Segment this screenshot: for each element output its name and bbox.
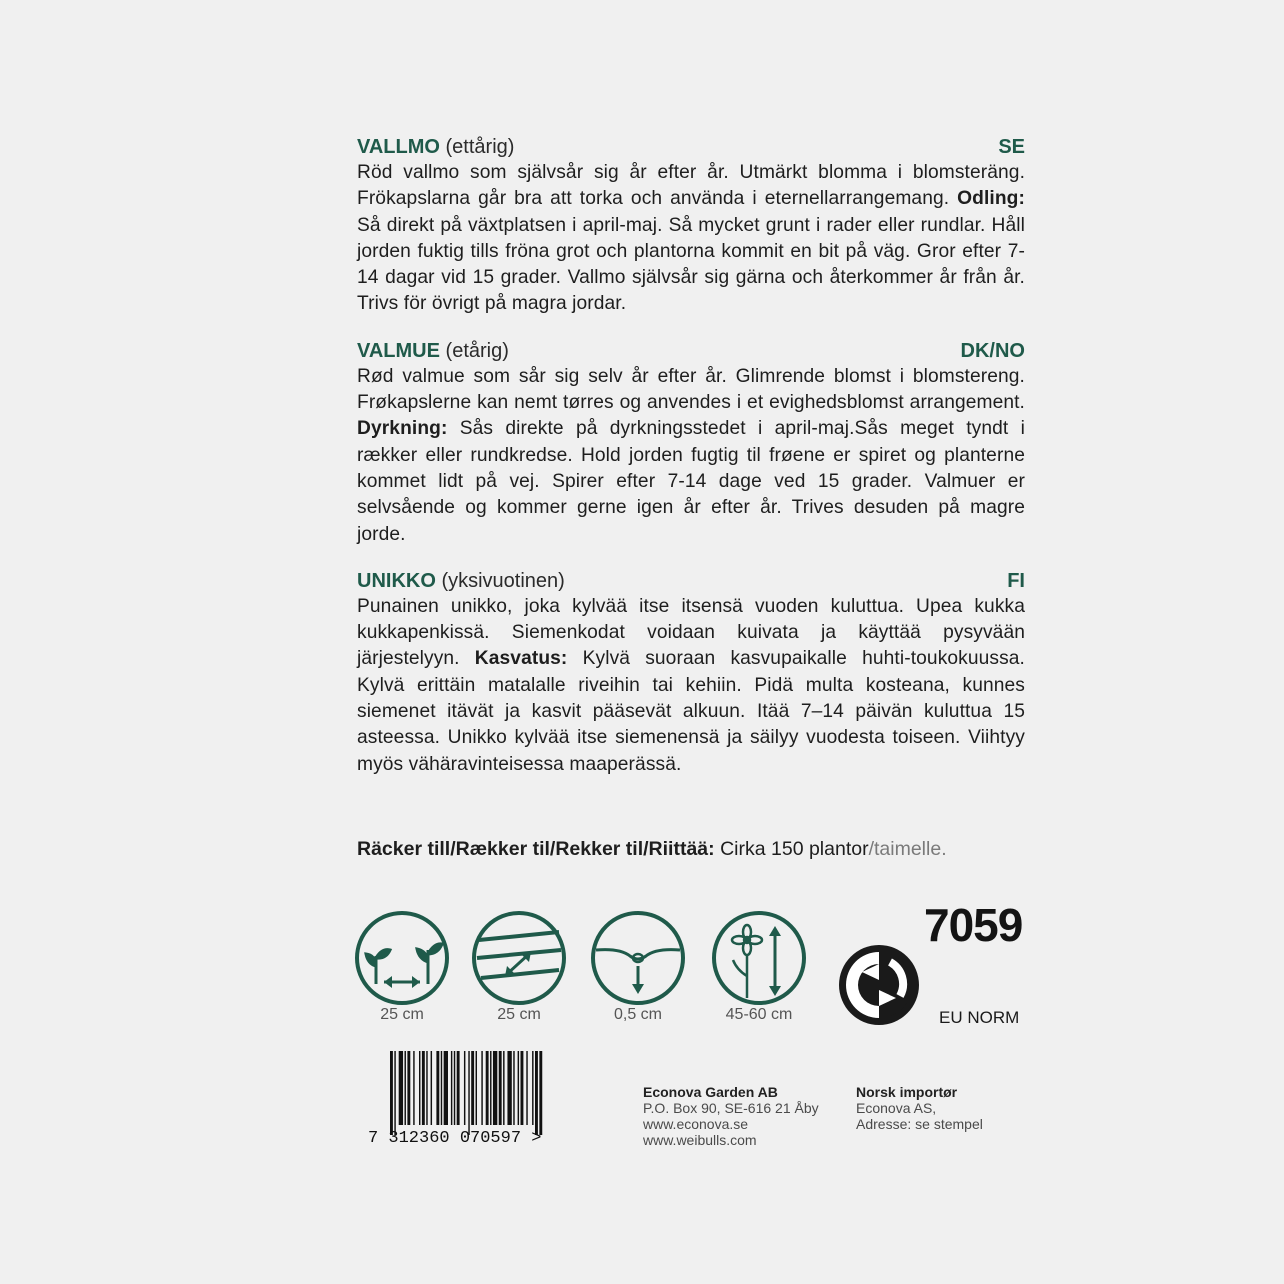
- barcode-bar: [476, 1051, 477, 1125]
- barcode-bar: [441, 1051, 442, 1125]
- barcode-bar: [539, 1051, 542, 1135]
- barcode-bar: [535, 1051, 538, 1135]
- barcode-bar: [521, 1051, 524, 1125]
- barcode-bar: [464, 1051, 465, 1125]
- barcode-bar: [390, 1051, 393, 1135]
- section-text: Punainen unikko, joka kylvää itse itsensä vuoden kuluttua. Upea kukka kukkapenkissä. Siemenkodat voidaan kuivata ja käyttää pysyvään järjestelyyn. Kasvatus: Kylvä suoraan kasvupaikalle huhti-toukokuussa. Kylvä erittäin matalalle riveihin tai kehiin. Pidä multa kosteana, kunnes siemenet itävät ja kasvit pääsevät alkuun. Itää 7–14 päivän kuluttua 15 asteessa. Unikko kylvää itse siemenensä ja säilyy vuodesta toiseen. Viihtyy myös vähäravinteisessa maaperässä.: [357, 595, 1025, 775]
- plant-spacing-icon: [354, 910, 450, 1006]
- icon-label: 25 cm: [497, 1006, 541, 1023]
- barcode-bar: [436, 1051, 439, 1125]
- plant-height-icon: [711, 910, 807, 1006]
- barcode-bar: [444, 1051, 448, 1125]
- icon-label: 25 cm: [380, 1006, 424, 1023]
- barcode-bar: [532, 1051, 533, 1125]
- barcode-number: 7 312360 070597 >: [368, 1129, 542, 1147]
- language-code: DK/NO: [960, 339, 1025, 362]
- eu-norm-label: EU NORM: [939, 1008, 1020, 1027]
- barcode: [368, 1051, 604, 1147]
- barcode-bar: [503, 1051, 504, 1125]
- barcode-bar: [394, 1051, 395, 1135]
- row-spacing-icon: [471, 910, 567, 1006]
- barcode-bar: [471, 1051, 474, 1125]
- section-title: UNIKKO (yksivuotinen): [357, 569, 565, 592]
- recycling-icon: [838, 944, 920, 1026]
- barcode-bar: [490, 1051, 491, 1125]
- icon-label: 0,5 cm: [613, 1006, 662, 1023]
- section-text: Rød valmue som sår sig selv år efter år. Glimrende blomst i blomstereng. Frøkapslerne kan nemt tørres og anvendes i et evighedsblomst arrangement. Dyrkning: Sås direkte på dyrkningsstedet i april-maj.Sås meget tyndt i rækker eller rundkredse. Hold jorden fugtig til frøene er spiret og planterne kommet lidt på vej. Spirer efter 7-14 dage ved 15 grader. Valmuer er selvsående og kommer gerne igen år efter år. Trives desuden på magre jorde.: [357, 365, 1025, 545]
- barcode-bar: [454, 1051, 455, 1125]
- section-label: Kasvatus:: [474, 648, 568, 670]
- importer-address: Norsk importør Econova AS, Adresse: se stempel: [856, 1084, 983, 1132]
- language-code: FI: [1007, 569, 1025, 592]
- section-se: [357, 134, 1025, 318]
- barcode-bar: [422, 1051, 425, 1125]
- product-number: 7059: [924, 899, 1023, 951]
- barcode-bar: [518, 1051, 519, 1125]
- section-title: VALMUE (etårig): [357, 339, 509, 362]
- barcode-bar: [526, 1051, 527, 1125]
- barcode-bar: [499, 1051, 502, 1125]
- barcode-bar: [419, 1051, 420, 1125]
- barcode-bar: [513, 1051, 514, 1125]
- barcode-bar: [399, 1051, 403, 1125]
- barcode-bar: [431, 1051, 432, 1125]
- language-code: SE: [998, 136, 1025, 158]
- sowing-depth-icon: [590, 910, 686, 1006]
- section-label: Dyrkning:: [357, 418, 448, 440]
- plant-count-line: Räcker till/Rækker til/Rekker til/Riittää: Cirka 150 plantor/taimelle.: [357, 838, 947, 860]
- barcode-bar: [405, 1051, 406, 1125]
- section-title: VALLMO (ettårig): [357, 136, 515, 158]
- barcode-bar: [486, 1051, 489, 1125]
- section-text: Röd vallmo som självsår sig år efter år. Utmärkt blomma i blomsteräng. Frökapslarna går bra att torka och använda i eternellarrangemang. Odling: Så direkt på växtplatsen i april-maj. Så mycket grunt i rader eller rundlar. Håll jorden fuktig tills fröna grot och plantorna kommit en bit på väg. Gror efter 7-14 dagar vid 15 grader. Vallmo självsår sig gärna och återkommer år från år. Trivs för övrigt på magra jordar.: [357, 162, 1025, 315]
- company-address: Econova Garden AB P.O. Box 90, SE-616 21 Åby www.econova.se www.weibulls.com: [643, 1084, 819, 1148]
- section-dk-no: [357, 338, 1025, 548]
- section-label: Odling:: [957, 188, 1025, 210]
- barcode-bar: [426, 1051, 427, 1125]
- barcode-bar: [493, 1051, 497, 1125]
- description-area: [357, 134, 1025, 798]
- barcode-bar: [481, 1051, 482, 1125]
- barcode-bar: [507, 1051, 511, 1125]
- barcode-bar: [407, 1051, 410, 1125]
- barcode-bar: [468, 1051, 469, 1135]
- barcode-bar: [457, 1051, 460, 1125]
- barcode-bar: [451, 1051, 452, 1125]
- icon-label: 45-60 cm: [725, 1006, 793, 1023]
- barcode-bar: [413, 1051, 414, 1125]
- section-fi: [357, 568, 1025, 778]
